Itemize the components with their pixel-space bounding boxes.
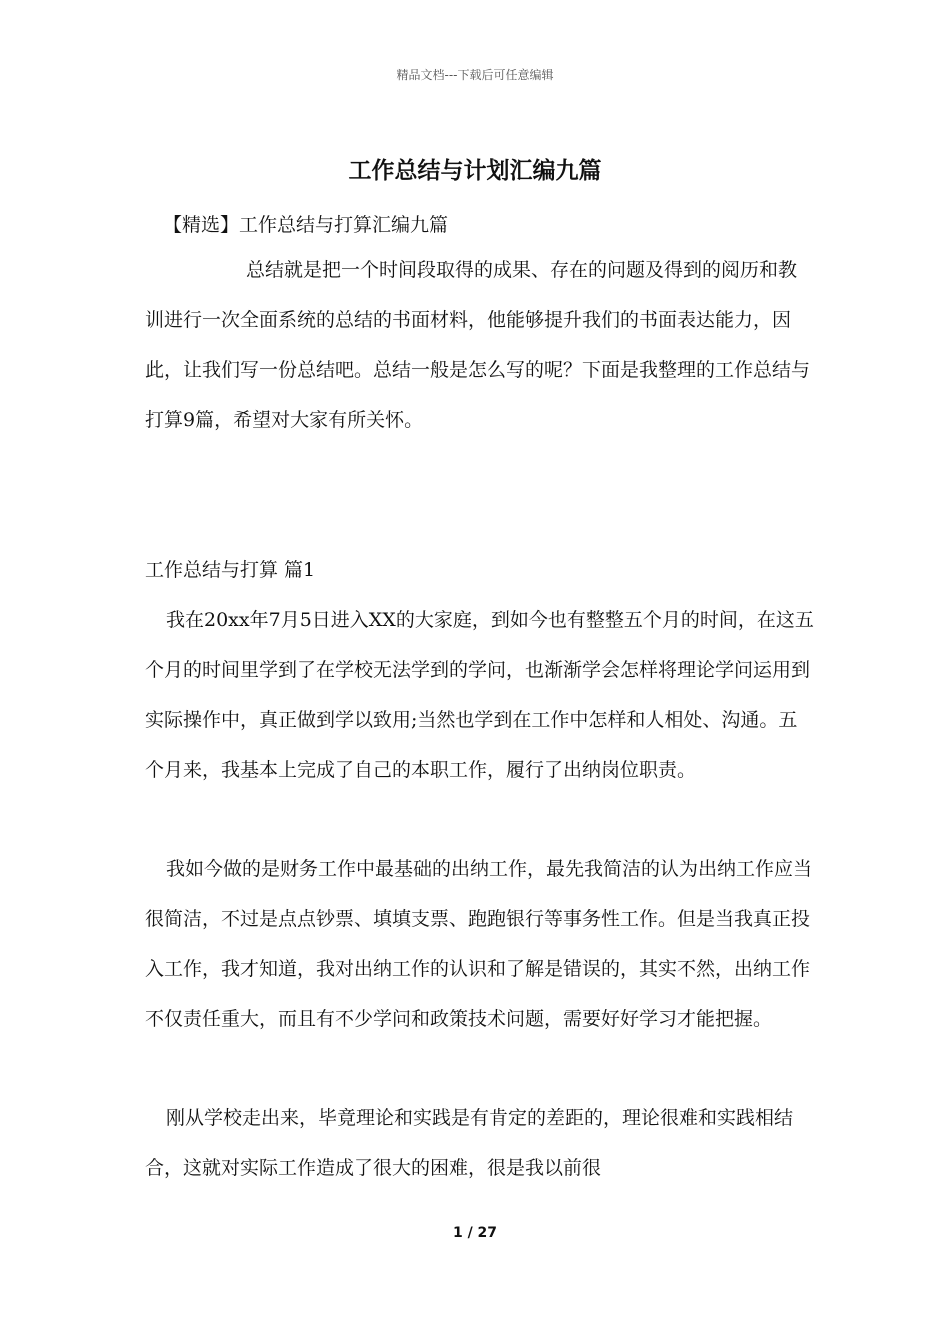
document-subtitle: 【精选】工作总结与打算汇编九篇: [163, 214, 449, 236]
page-number: 1 / 27: [452, 1225, 498, 1241]
body-paragraph-3: 刚从学校走出来，毕竟理论和实践是有肯定的差距的，理论很难和实践相结合，这就对实际工作造成了很大的困难，很是我以前很: [145, 1107, 794, 1179]
intro-paragraph: 总结就是把一个时间段取得的成果、存在的问题及得到的阅历和教训进行一次全面系统的总结的书面材料，他能够提升我们的书面表达能力，因此，让我们写一份总结吧。总结一般是怎么写的呢？下面是我整理的工作总结与打算9篇，希望对大家有所关怀。: [145, 259, 811, 431]
body-paragraph-1: 我在20xx年7月5日进入XX的大家庭，到如今也有整整五个月的时间，在这五个月的时间里学到了在学校无法学到的学问，也渐渐学会怎样将理论学问运用到实际操作中，真正做到学以致用;当然也学到在工作中怎样和人相处、沟通。五个月来，我基本上完成了自己的本职工作，履行了出纳岗位职责。: [145, 609, 814, 781]
section-heading: 工作总结与打算 篇1: [145, 559, 316, 581]
page-header: 精品文档---下载后可任意编辑: [396, 68, 554, 82]
document-title: 工作总结与计划汇编九篇: [348, 157, 602, 184]
body-paragraph-2: 我如今做的是财务工作中最基础的出纳工作，最先我简洁的认为出纳工作应当很简洁，不过是点点钞票、填填支票、跑跑银行等事务性工作。但是当我真正投入工作，我才知道，我对出纳工作的认识和了解是错误的，其实不然，出纳工作不仅责任重大，而且有不少学问和政策技术问题，需要好好学习才能把握。: [145, 858, 813, 1030]
